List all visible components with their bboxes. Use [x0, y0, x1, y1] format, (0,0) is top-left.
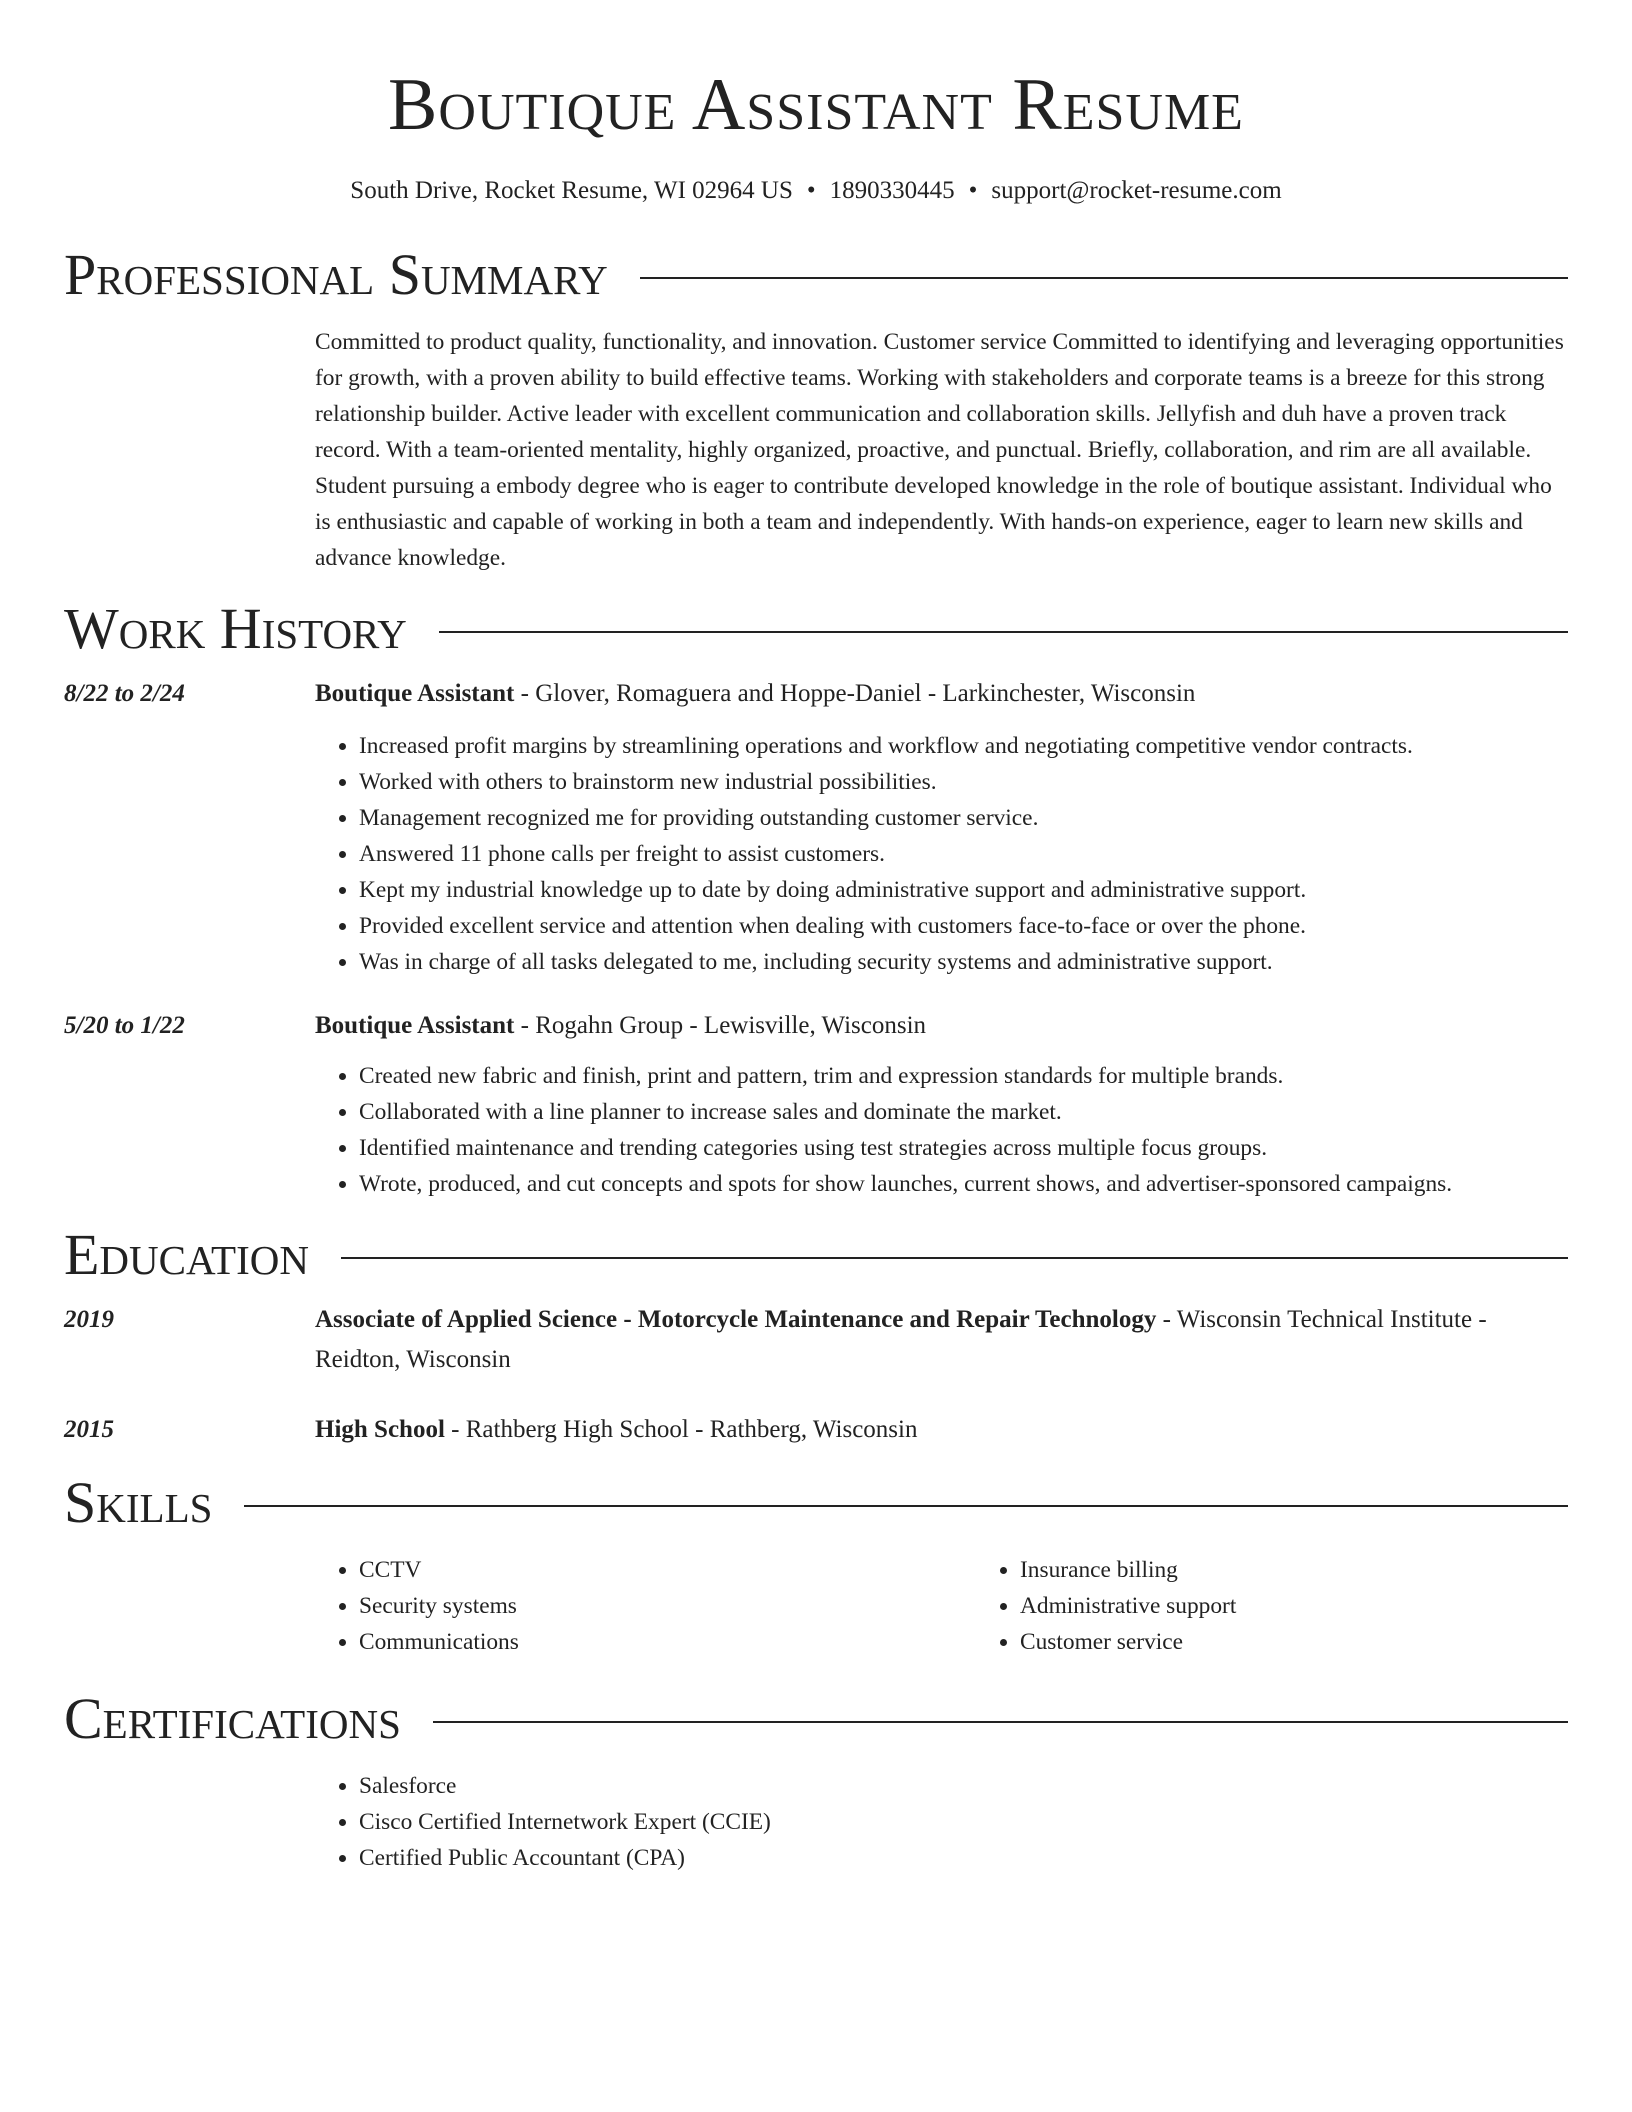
education-entry [64, 1410, 1568, 1450]
job-employer: - Rogahn Group - Lewisville, Wisconsin [514, 1012, 927, 1039]
certification-item: • Certified Public Accountant (CPA) [359, 1840, 1568, 1876]
skill-item: • Customer service [1020, 1624, 1632, 1660]
section-rule [433, 1721, 1568, 1723]
skill-item: • Insurance billing [1020, 1552, 1632, 1588]
education-entry [64, 1300, 1568, 1380]
job-body [315, 674, 1568, 980]
certification-item: • Salesforce [359, 1768, 1568, 1804]
resume-title: Boutique Assistant Resume [388, 64, 1244, 146]
job-title: Boutique Assistant [315, 1012, 515, 1039]
skills-list [315, 1552, 1568, 1660]
job-title: Boutique Assistant [315, 680, 515, 707]
section-rule [341, 1257, 1568, 1259]
section-rule [244, 1505, 1568, 1507]
education-heading: Education [64, 1222, 309, 1287]
summary-heading: Professional Summary [64, 242, 608, 307]
list-item: • Increased profit margins by streamlining operations and workflow and negotiating competitive vendor contracts. [359, 728, 1568, 764]
list-item: • Worked with others to brainstorm new industrial possibilities. [359, 764, 1568, 800]
certification-item: • Cisco Certified Internetwork Expert (CCIE) [359, 1804, 1568, 1840]
work-history-heading: Work History [64, 596, 407, 661]
job-entry [64, 1006, 1568, 1202]
education-headline [315, 1410, 1568, 1450]
contact-line [64, 174, 1568, 208]
education-degree: High School [315, 1416, 445, 1443]
skill-item: • Communications [359, 1624, 976, 1660]
education-section-header [64, 1220, 1568, 1290]
education-degree: Associate of Applied Science - Motorcycle Maintenance and Repair Technology [315, 1306, 1157, 1333]
skill-item: • CCTV [359, 1552, 976, 1588]
summary-section-header [64, 240, 1568, 310]
certifications-bullets [315, 1768, 1568, 1876]
certifications-heading: Certifications [64, 1686, 401, 1751]
list-item: • Wrote, produced, and cut concepts and spots for show launches, current shows, and advertiser-sponsored campaigns. [359, 1166, 1568, 1202]
skill-item: • Administrative support [1020, 1588, 1632, 1624]
education-year: 2019 [64, 1306, 114, 1333]
skill-item: • Security systems [359, 1588, 976, 1624]
education-school: - Wisconsin Technical Institute - Reidton, Wisconsin [315, 1306, 1487, 1373]
skills-section-header [64, 1468, 1568, 1538]
job-dates: 5/20 to 1/22 [64, 1012, 185, 1039]
contact-separator: • [968, 177, 978, 204]
contact-separator: • [806, 177, 816, 204]
job-bullets [315, 1058, 1568, 1202]
job-employer: - Glover, Romaguera and Hoppe-Daniel - Larkinchester, Wisconsin [514, 680, 1196, 707]
contact-address: South Drive, Rocket Resume, WI 02964 US [350, 177, 793, 204]
list-item: • Identified maintenance and trending categories using test strategies across multiple focus groups. [359, 1130, 1568, 1166]
contact-email: support@rocket-resume.com [991, 177, 1282, 204]
work-history-section-header [64, 594, 1568, 664]
contact-phone: 1890330445 [829, 177, 955, 204]
job-headline [315, 1006, 1568, 1046]
job-body [315, 1006, 1568, 1202]
job-dates: 8/22 to 2/24 [64, 680, 185, 707]
summary-text: Committed to product quality, functionality, and innovation. Customer service Committed to identifying and leveraging opportunities for growth, with a proven ability to build effective teams. Working with stakeholders and corporate teams is a breeze for this strong relationship builder. Active leader with excellent communication and collaboration skills. Jellyfish and duh have a proven track record. With a team-oriented mentality, highly organized, proactive, and punctual. Briefly, collaboration, and rim are all available. Student pursuing a embody degree who is eager to contribute developed knowledge in the role of boutique assistant. Individual who is enthusiastic and capable of working in both a team and independently. With hands-on experience, eager to learn new skills and advance knowledge. [315, 329, 1564, 571]
job-entry [64, 674, 1568, 980]
list-item: • Provided excellent service and attention when dealing with customers face-to-face or over the phone. [359, 908, 1568, 944]
job-headline [315, 674, 1568, 714]
list-item: • Was in charge of all tasks delegated to me, including security systems and administrative support. [359, 944, 1568, 980]
list-item: • Management recognized me for providing outstanding customer service. [359, 800, 1568, 836]
education-school: - Rathberg High School - Rathberg, Wisconsin [444, 1416, 918, 1443]
certifications-section-header [64, 1684, 1568, 1754]
section-rule [439, 631, 1568, 633]
education-headline [315, 1300, 1568, 1380]
list-item: • Collaborated with a line planner to increase sales and dominate the market. [359, 1094, 1568, 1130]
section-rule [640, 277, 1568, 279]
list-item: • Created new fabric and finish, print and pattern, trim and expression standards for multiple brands. [359, 1058, 1568, 1094]
skills-column-left [315, 1552, 976, 1660]
list-item: • Kept my industrial knowledge up to date by doing administrative support and administrative support. [359, 872, 1568, 908]
certifications-list [315, 1768, 1568, 1876]
skills-heading: Skills [64, 1470, 213, 1535]
education-year: 2015 [64, 1416, 114, 1443]
list-item: • Answered 11 phone calls per freight to assist customers. [359, 836, 1568, 872]
skills-column-right [976, 1552, 1632, 1660]
job-bullets [315, 728, 1568, 980]
